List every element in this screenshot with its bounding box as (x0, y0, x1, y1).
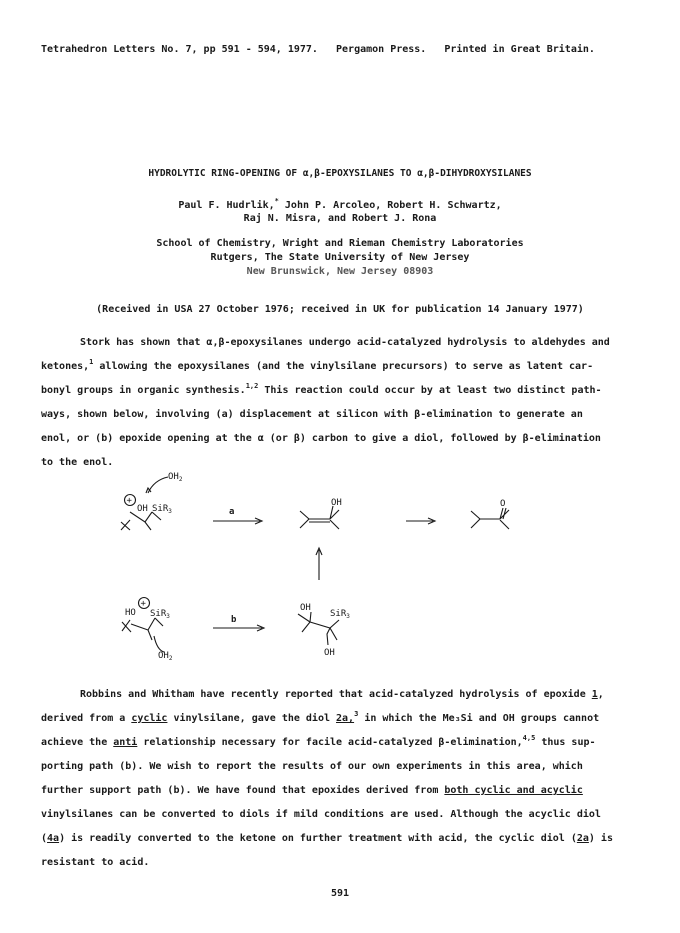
para2-line4: porting path (b). We wish to report the results of our own experiments in this area, which (41, 761, 583, 772)
para2-line8: resistant to acid. (41, 857, 150, 868)
para1-line6: to the enol. (41, 457, 114, 468)
paper-title: HYDROLYTIC RING-OPENING OF α,β-EPOXYSILANES TO α,β-DIHYDROXYSILANES (148, 168, 532, 179)
para1-line2: ketones,$^1$ allowing the epoxysilanes (and the vinylsilane precursors) to serve as latent car- (41, 358, 594, 372)
para2-line7: (4a) is readily converted to the ketone on further treatment with acid, the cyclic diol (2a) is (41, 833, 613, 844)
para2-line3: achieve the anti relationship necessary for facile acid-catalyzed β-elimination,$^{4,5}$ thus sup- (41, 734, 596, 748)
oh2-label-b: $OH_2$ (158, 651, 173, 662)
page-number: 591 (330, 888, 350, 899)
oh2-label-a: $OH_2$ (168, 472, 183, 483)
diol-oh-label-bottom: OH (324, 648, 335, 658)
para1-line3: bonyl groups in organic synthesis.$^{1,2}$ This reaction could occur by at least two distinct path- (41, 382, 602, 396)
received-line: (Received in USA 27 October 1976; received in UK for publication 14 January 1977) (96, 304, 584, 315)
journal-citation: Tetrahedron Letters No. 7, pp 591 - 594, 1977. (41, 44, 318, 55)
enol-bonds (300, 506, 339, 529)
sir3-label-b: SiR$_3$ (150, 609, 170, 620)
oh-label-a: OH (137, 504, 148, 514)
water-arrow-a (148, 477, 168, 493)
para1-line1: Stork has shown that α,β-epoxysilanes undergo acid-catalyzed hydrolysis to aldehydes and (80, 337, 610, 348)
enol-oh-label: OH (331, 498, 342, 508)
diol-sir3-label: SiR$_3$ (330, 609, 350, 620)
ketone-bonds (471, 508, 509, 529)
publisher: Pergamon Press. (336, 44, 427, 55)
plus-sign-b: + (140, 599, 146, 609)
water-arrow-b (154, 636, 164, 652)
label-a: a (229, 507, 235, 517)
author-line-2: Raj N. Misra, and Robert J. Rona (243, 213, 437, 224)
para1-line5: enol, or (b) epoxide opening at the α (or β) carbon to give a diol, followed by β-elimination (41, 433, 601, 444)
sir3-label-a: SiR$_3$ (152, 504, 172, 515)
printed-in: Printed in Great Britain. (444, 44, 595, 55)
para2-line6: vinylsilanes can be converted to diols if mild conditions are used. Although the acyclic diol (41, 809, 601, 820)
para2-line5: further support path (b). We have found that epoxides derived from both cyclic and acyclic (41, 785, 583, 796)
author-line-1: Paul F. Hudrlik,* John P. Arcoleo, Robert H. Schwartz, (178, 197, 502, 211)
affiliation-line-2: Rutgers, The State University of New Jersey (210, 252, 470, 263)
para1-line4: ways, shown below, involving (a) displacement at silicon with β-elimination to generate an (41, 409, 583, 420)
plus-sign-a: + (126, 496, 132, 506)
epoxysilane-a-bonds (121, 512, 161, 530)
para2-line2: derived from a cyclic vinylsilane, gave the diol 2a,$^3$ in which the Me₃Si and OH groups cannot (41, 710, 600, 724)
label-b: b (231, 615, 237, 625)
diol-oh-label-top: OH (300, 603, 311, 613)
ho-label-b: HO (125, 608, 136, 618)
affiliation-line-3: New Brunswick, New Jersey 08903 (246, 266, 434, 277)
para2-line1: Robbins and Whitham have recently reported that acid-catalyzed hydrolysis of epoxide 1, (80, 689, 604, 700)
epoxysilane-b-bonds (122, 618, 163, 640)
affiliation-line-1: School of Chemistry, Wright and Rieman Chemistry Laboratories (156, 238, 524, 249)
ketone-o-label: O (500, 499, 506, 509)
